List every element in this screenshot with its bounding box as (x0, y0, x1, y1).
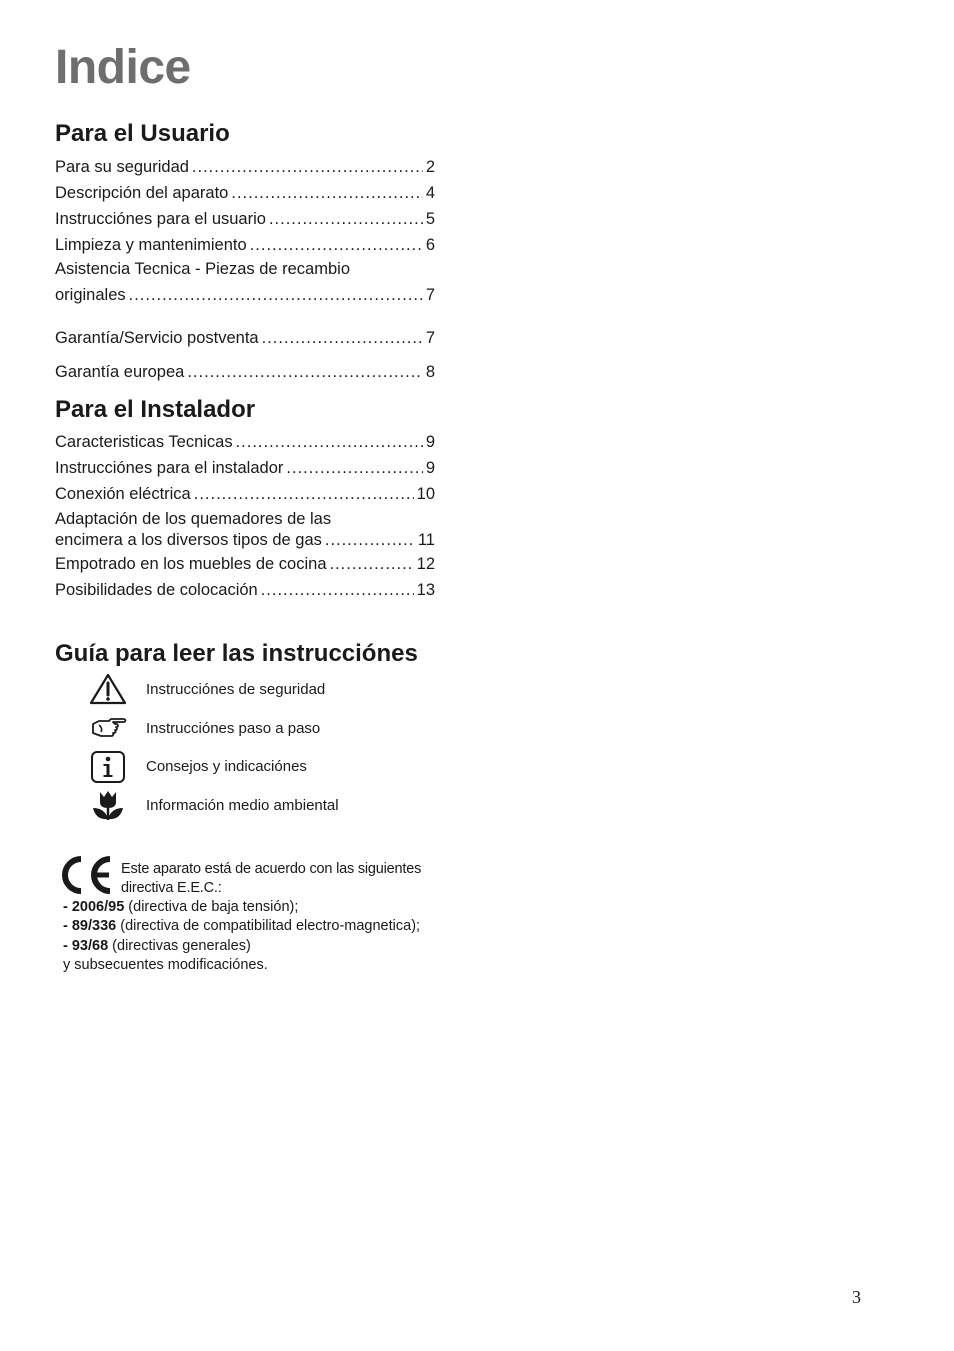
guide-item (88, 670, 488, 709)
warning-triangle-icon (88, 671, 128, 707)
guide-legend (88, 670, 488, 825)
toc-entry-page: 7 (425, 329, 435, 347)
user-toc (55, 154, 435, 310)
guide-item-text: Instrucciónes de seguridad (146, 680, 326, 698)
directive-closing: y subsecuentes modificaciónes. (63, 956, 268, 973)
toc-entry-label: Para su seguridad (55, 158, 189, 176)
toc-entry-label: Garantía europea (55, 363, 185, 381)
toc-entry-page: 2 (425, 158, 435, 176)
toc-entry[interactable] (55, 206, 435, 232)
toc-entry[interactable] (55, 577, 435, 603)
toc-entry-label: Caracteristicas Tecnicas (55, 433, 233, 451)
toc-entry[interactable] (55, 529, 435, 551)
toc-entry-page: 13 (416, 581, 435, 599)
toc-entry-label: Garantía/Servicio postventa (55, 329, 259, 347)
guide-item-text: Información medio ambiental (146, 796, 339, 814)
toc-entry-page: 4 (425, 184, 435, 202)
directive-item (63, 937, 463, 956)
toc-entry-page: 10 (416, 485, 435, 503)
toc-leader-dots (269, 206, 423, 232)
toc-entry-first-line[interactable]: Adaptación de los quemadores de las (55, 510, 332, 528)
toc-leader-dots (231, 180, 422, 206)
page-title: Indice (55, 41, 191, 94)
toc-entry[interactable] (55, 359, 435, 385)
toc-leader-dots (129, 280, 423, 310)
toc-leader-dots (286, 455, 422, 481)
toc-leader-dots (262, 325, 423, 351)
toc-entry-label: Posibilidades de colocación (55, 581, 258, 599)
toc-entry[interactable] (55, 154, 435, 180)
toc-leader-dots (194, 481, 414, 507)
directive-item (63, 917, 463, 936)
pointing-hand-icon (88, 710, 128, 746)
toc-entry-label: Instrucciónes para el instalador (55, 459, 284, 477)
guide-item (88, 747, 488, 786)
toc-leader-dots (330, 551, 414, 577)
guide-item-text: Instrucciónes paso a paso (146, 719, 321, 737)
user-toc-warranty (55, 325, 435, 351)
installer-toc (55, 429, 435, 603)
toc-leader-dots (192, 154, 423, 180)
toc-entry-page: 12 (416, 555, 435, 573)
toc-entry-page: 11 (417, 531, 435, 549)
toc-leader-dots (261, 577, 414, 603)
page-number: 3 (852, 1287, 861, 1307)
directive-list (63, 898, 463, 975)
directive-code: - 93/68 (63, 937, 109, 954)
ce-intro-text: Este aparato está de acuerdo con las siguientes directiva E.E.C.: (121, 861, 422, 896)
toc-leader-dots (250, 232, 423, 258)
info-icon (88, 749, 128, 785)
installer-section-heading: Para el Instalador (55, 396, 256, 423)
directive-code: - 89/336 (63, 918, 117, 935)
guide-item (88, 709, 488, 748)
toc-entry-label: Empotrado en los muebles de cocina (55, 555, 327, 573)
directive-desc: (directiva de baja tensión); (124, 899, 299, 915)
toc-leader-dots (187, 359, 422, 385)
toc-entry[interactable] (55, 429, 435, 455)
directive-desc: (directiva de compatibilitad electro-magnetica); (116, 918, 421, 935)
user-section-heading: Para el Usuario (55, 120, 230, 147)
toc-entry-first-line[interactable]: Asistencia Tecnica - Piezas de recambio (55, 260, 351, 278)
directive-code: - 2006/95 (63, 899, 125, 915)
toc-entry[interactable] (55, 551, 435, 577)
toc-entry[interactable] (55, 481, 435, 507)
toc-entry[interactable] (55, 232, 435, 258)
toc-entry-label: originales (55, 286, 126, 304)
toc-entry-label: Conexión eléctrica (55, 485, 191, 503)
toc-entry-page: 6 (425, 236, 435, 254)
toc-entry-page: 9 (425, 459, 435, 477)
directive-item (63, 898, 463, 917)
toc-entry-page: 7 (425, 286, 435, 304)
toc-leader-dots (236, 429, 423, 455)
toc-entry-page: 5 (425, 210, 435, 228)
toc-leader-dots (325, 529, 415, 551)
guide-section-heading: Guía para leer las instrucciónes (55, 640, 418, 667)
toc-entry-page: 9 (425, 433, 435, 451)
toc-entry-label: Descripción del aparato (55, 184, 229, 202)
toc-entry[interactable] (55, 280, 435, 310)
toc-entry[interactable] (55, 455, 435, 481)
toc-entry-label: encimera a los diversos tipos de gas (55, 531, 322, 549)
toc-entry-label: Instrucciónes para el usuario (55, 210, 266, 228)
guide-item (88, 786, 488, 825)
toc-entry-page: 8 (425, 363, 435, 381)
guide-item-text: Consejos y indicaciónes (146, 758, 307, 776)
toc-entry[interactable] (55, 180, 435, 206)
ce-mark-icon (57, 854, 115, 896)
directive-desc: (directivas generales) (108, 937, 251, 954)
toc-entry-label: Limpieza y mantenimiento (55, 236, 247, 254)
toc-entry[interactable] (55, 325, 435, 351)
user-toc-eu-warranty (55, 359, 435, 385)
flower-icon (88, 787, 128, 823)
